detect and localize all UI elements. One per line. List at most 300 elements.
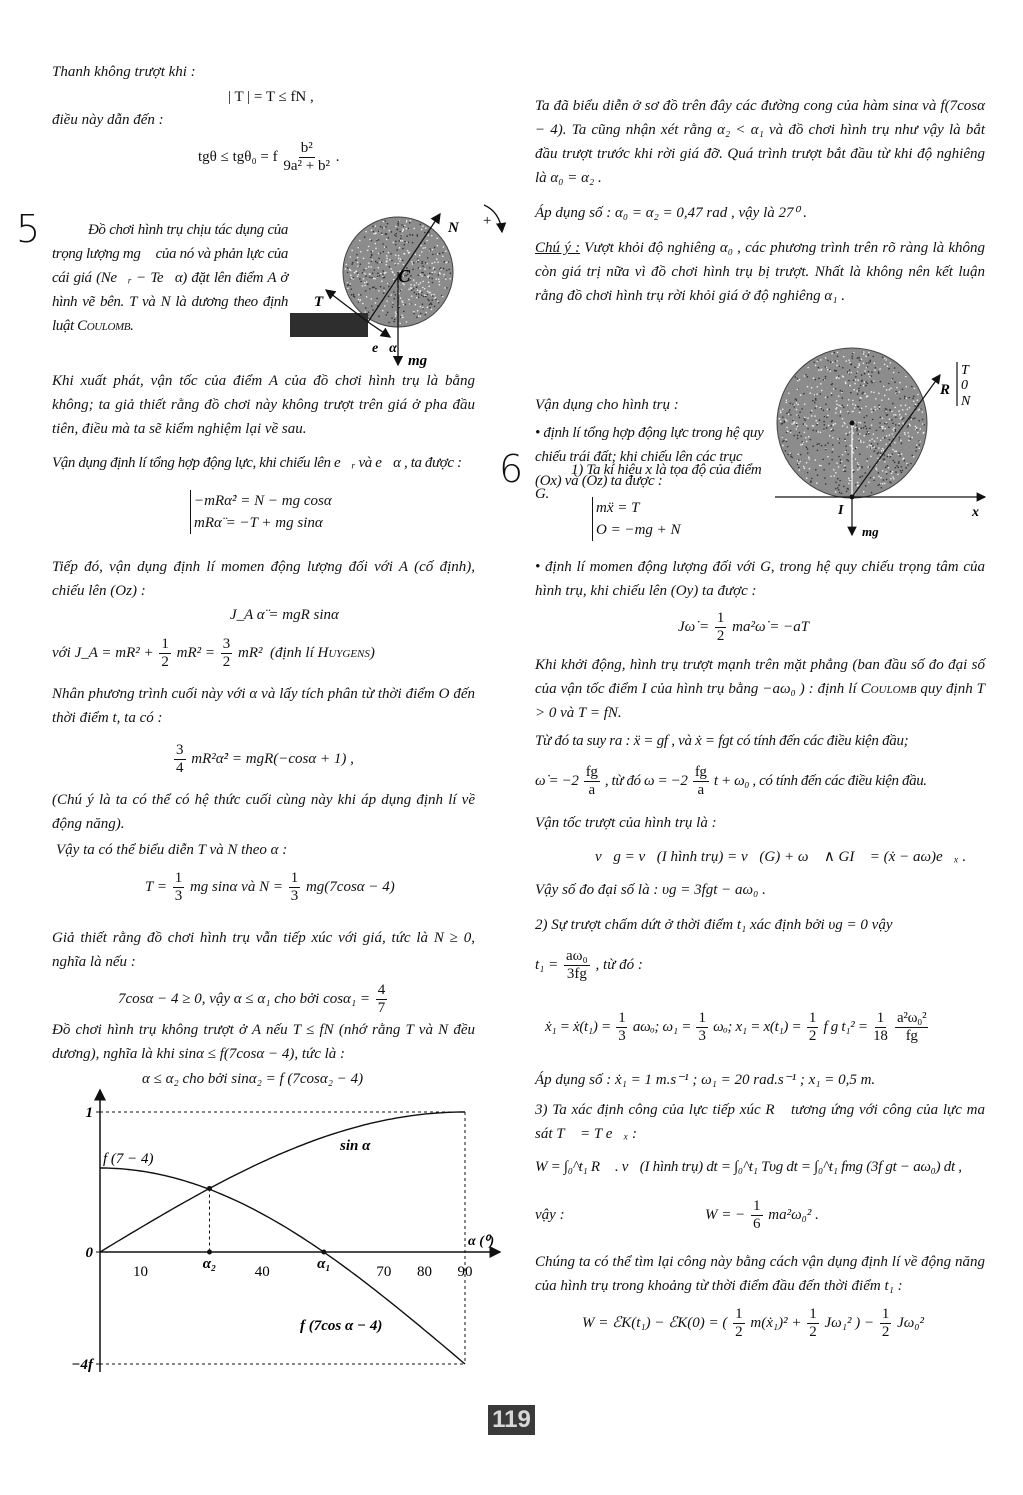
stipple-dot: [431, 303, 433, 305]
stipple-dot: [437, 245, 439, 247]
stipple-dot: [884, 364, 886, 366]
stipple-dot: [807, 376, 809, 378]
stipple-dot: [881, 450, 883, 452]
stipple-dot: [431, 299, 433, 301]
stipple-dot: [882, 448, 884, 450]
stipple-dot: [800, 435, 802, 437]
stipple-dot: [871, 411, 873, 413]
stipple-dot: [432, 282, 434, 284]
stipple-dot: [853, 389, 855, 391]
series-line-friction: [100, 1168, 465, 1364]
stipple-dot: [836, 360, 838, 362]
x-tick-label: 70: [376, 1264, 392, 1280]
stipple-dot: [395, 311, 397, 313]
text: Khi khởi động, hình trụ trượt mạnh trên mặt phẳng (ban đầu số đo đại số của vận tốc điểm I của hình trụ bằng −aω₀ ) : định lí: [535, 657, 985, 697]
stipple-dot: [892, 460, 894, 462]
denominator: 6: [753, 1216, 761, 1232]
stipple-dot: [856, 425, 858, 427]
stipple-dot: [427, 257, 429, 259]
paragraph: (Chú ý là ta có thể có hệ thức cuối cùng này khi áp dụng định lí về động năng).: [52, 792, 475, 832]
stipple-dot: [888, 434, 890, 436]
stipple-dot: [894, 450, 896, 452]
equation: | T | = T ≤ fN ,: [228, 89, 314, 105]
stipple-dot: [820, 383, 822, 385]
stipple-dot: [917, 432, 919, 434]
stipple-dot: [445, 278, 447, 280]
y-tick-label: −4f: [71, 1357, 93, 1373]
stipple-dot: [836, 376, 838, 378]
stipple-dot: [409, 234, 411, 236]
stipple-dot: [872, 445, 874, 447]
stipple-dot: [888, 383, 890, 385]
stipple-dot: [845, 383, 847, 385]
stipple-dot: [420, 245, 422, 247]
stipple-dot: [824, 378, 826, 380]
stipple-dot: [392, 303, 394, 305]
stipple-dot: [371, 240, 373, 242]
stipple-dot: [356, 254, 358, 256]
stipple-dot: [867, 395, 869, 397]
stipple-dot: [398, 258, 400, 260]
stipple-dot: [384, 305, 386, 307]
stipple-dot: [365, 231, 367, 233]
stipple-dot: [890, 478, 892, 480]
stipple-dot: [878, 404, 880, 406]
equation: J_A α̈ = mgR sinα: [230, 607, 339, 623]
stipple-dot: [424, 232, 426, 234]
stipple-dot: [844, 465, 846, 467]
stipple-dot: [808, 458, 810, 460]
stipple-dot: [902, 409, 904, 411]
stipple-dot: [846, 490, 848, 492]
eq-text: với J_A = mR² +: [52, 644, 154, 661]
stipple-dot: [871, 375, 873, 377]
stipple-dot: [882, 356, 884, 358]
stipple-dot: [432, 272, 434, 274]
stipple-dot: [347, 281, 349, 283]
numerator: fg: [585, 764, 598, 780]
stipple-dot: [838, 375, 840, 377]
stipple-dot: [872, 356, 874, 358]
stipple-dot: [811, 410, 813, 412]
stipple-dot: [891, 473, 893, 475]
stipple-dot: [849, 362, 851, 364]
stipple-dot: [893, 414, 895, 416]
stipple-dot: [810, 480, 812, 482]
stipple-dot: [350, 274, 352, 276]
stipple-dot: [895, 467, 897, 469]
stipple-dot: [880, 417, 882, 419]
stipple-dot: [866, 415, 868, 417]
stipple-dot: [351, 263, 353, 265]
stipple-dot: [882, 430, 884, 432]
stipple-dot: [842, 418, 844, 420]
stipple-dot: [806, 425, 808, 427]
stipple-dot: [792, 404, 794, 406]
stipple-dot: [416, 297, 418, 299]
stipple-dot: [874, 440, 876, 442]
eq-text: t + ω₀ , có tính đến các điều kiện đầu.: [713, 772, 927, 789]
stipple-dot: [419, 268, 421, 270]
stipple-dot: [914, 417, 916, 419]
stipple-dot: [398, 240, 400, 242]
stipple-dot: [869, 376, 871, 378]
paragraph: Thanh không trượt khi :: [52, 64, 196, 80]
stipple-dot: [857, 469, 859, 471]
stipple-dot: [907, 432, 909, 434]
stipple-dot: [898, 424, 900, 426]
equation-line: mRα̈ = −T + mg sinα: [194, 515, 323, 531]
label: vậy :: [535, 1207, 565, 1223]
stipple-dot: [830, 429, 832, 431]
stipple-dot: [806, 477, 808, 479]
stipple-dot: [830, 475, 832, 477]
stipple-dot: [429, 304, 431, 306]
stipple-dot: [899, 437, 901, 439]
stipple-dot: [364, 285, 366, 287]
stipple-dot: [886, 479, 888, 481]
stipple-dot: [425, 314, 427, 316]
stipple-dot: [857, 433, 859, 435]
stipple-dot: [888, 467, 890, 469]
stipple-dot: [835, 423, 837, 425]
stipple-dot: [866, 460, 868, 462]
stipple-dot: [397, 224, 399, 226]
stipple-dot: [780, 412, 782, 414]
stipple-dot: [422, 247, 424, 249]
stipple-dot: [812, 445, 814, 447]
label-C: C: [398, 266, 411, 286]
stipple-dot: [872, 419, 874, 421]
stipple-dot: [795, 376, 797, 378]
stipple-dot: [864, 373, 866, 375]
stipple-dot: [786, 427, 788, 429]
x-tick-point: [321, 1250, 326, 1255]
stipple-dot: [870, 455, 872, 457]
stipple-dot: [861, 380, 863, 382]
stipple-dot: [868, 362, 870, 364]
numerator: fg: [694, 764, 707, 780]
stipple-dot: [827, 396, 829, 398]
stipple-dot: [894, 429, 896, 431]
stipple-dot: [817, 449, 819, 451]
stipple-dot: [375, 225, 377, 227]
stipple-dot: [811, 415, 813, 417]
stipple-dot: [803, 393, 805, 395]
stipple-dot: [824, 477, 826, 479]
stipple-dot: [431, 263, 433, 265]
stipple-dot: [394, 298, 396, 300]
stipple-dot: [819, 393, 821, 395]
stipple-dot: [842, 454, 844, 456]
stipple-dot: [835, 388, 837, 390]
stipple-dot: [814, 407, 816, 409]
stipple-dot: [854, 427, 856, 429]
stipple-dot: [859, 453, 861, 455]
stipple-dot: [860, 440, 862, 442]
stipple-dot: [790, 432, 792, 434]
stipple-dot: [412, 269, 414, 271]
stipple-dot: [813, 377, 815, 379]
stipple-dot: [422, 272, 424, 274]
stipple-dot: [864, 381, 866, 383]
stipple-dot: [913, 456, 915, 458]
stipple-dot: [885, 471, 887, 473]
stipple-dot: [791, 457, 793, 459]
stipple-dot: [364, 311, 366, 313]
stipple-dot: [866, 362, 868, 364]
eq-text: mg sinα và N =: [189, 878, 283, 895]
stipple-dot: [827, 360, 829, 362]
eq-text: W = ℰK(t₁) − ℰK(0) = (: [582, 1314, 728, 1331]
stipple-dot: [386, 239, 388, 241]
stipple-dot: [864, 393, 866, 395]
stipple-dot: [894, 367, 896, 369]
stipple-dot: [886, 473, 888, 475]
stipple-dot: [391, 231, 393, 233]
stipple-dot: [812, 430, 814, 432]
stipple-dot: [372, 287, 374, 289]
stipple-dot: [799, 469, 801, 471]
stipple-dot: [408, 288, 410, 290]
stipple-dot: [415, 254, 417, 256]
stipple-dot: [357, 272, 359, 274]
label-mg: mg⃗: [408, 353, 439, 369]
x-tick-label: 40: [254, 1264, 270, 1280]
equation-line: mẍ = T: [596, 500, 640, 516]
stipple-dot: [424, 288, 426, 290]
stipple-dot: [439, 284, 441, 286]
stipple-dot: [450, 272, 452, 274]
stipple-dot: [839, 492, 841, 494]
stipple-dot: [833, 469, 835, 471]
stipple-dot: [908, 397, 910, 399]
stipple-dot: [841, 391, 843, 393]
stipple-dot: [807, 386, 809, 388]
stipple-dot: [375, 243, 377, 245]
stipple-dot: [877, 437, 879, 439]
stipple-dot: [345, 264, 347, 266]
stipple-dot: [899, 382, 901, 384]
stipple-dot: [796, 414, 798, 416]
stipple-dot: [851, 355, 853, 357]
stipple-dot: [898, 391, 900, 393]
stipple-dot: [418, 274, 420, 276]
stipple-dot: [823, 421, 825, 423]
stipple-dot: [837, 487, 839, 489]
stipple-dot: [393, 279, 395, 281]
stipple-dot: [900, 440, 902, 442]
stipple-dot: [840, 412, 842, 414]
stipple-dot: [886, 409, 888, 411]
stipple-dot: [790, 403, 792, 405]
series-label: sin α: [340, 1138, 371, 1154]
stipple-dot: [878, 371, 880, 373]
stipple-dot: [876, 430, 878, 432]
stipple-dot: [896, 465, 898, 467]
stipple-dot: [408, 228, 410, 230]
stipple-dot: [443, 274, 445, 276]
stipple-dot: [797, 388, 799, 390]
stipple-dot: [850, 392, 852, 394]
stipple-dot: [420, 274, 422, 276]
stipple-dot: [422, 307, 424, 309]
label-plus: +: [482, 213, 493, 229]
stipple-dot: [353, 294, 355, 296]
stipple-dot: [859, 412, 861, 414]
stipple-dot: [408, 241, 410, 243]
stipple-dot: [840, 459, 842, 461]
stipple-dot: [368, 246, 370, 248]
paragraph: Từ đó ta suy ra : ẍ = gf , và ẋ = fgt có tính đến các điều kiện đầu;: [535, 733, 909, 749]
stipple-dot: [854, 367, 856, 369]
stipple-dot: [446, 287, 448, 289]
stipple-dot: [799, 411, 801, 413]
stipple-dot: [871, 438, 873, 440]
stipple-dot: [379, 252, 381, 254]
stipple-dot: [868, 352, 870, 354]
stipple-dot: [864, 422, 866, 424]
stipple-dot: [428, 292, 430, 294]
stipple-dot: [413, 313, 415, 315]
stipple-dot: [811, 387, 813, 389]
y-tick-label: 0: [85, 1245, 93, 1261]
stipple-dot: [863, 351, 865, 353]
stipple-dot: [418, 296, 420, 298]
stipple-dot: [815, 420, 817, 422]
stipple-dot: [793, 423, 795, 425]
stipple-dot: [434, 262, 436, 264]
stipple-dot: [807, 452, 809, 454]
stipple-dot: [433, 267, 435, 269]
stipple-dot: [894, 407, 896, 409]
stipple-dot: [835, 412, 837, 414]
stipple-dot: [913, 396, 915, 398]
stipple-dot: [852, 353, 854, 355]
stipple-dot: [406, 221, 408, 223]
stipple-dot: [858, 464, 860, 466]
stipple-dot: [365, 268, 367, 270]
stipple-dot: [364, 273, 366, 275]
stipple-dot: [401, 235, 403, 237]
stipple-dot: [873, 446, 875, 448]
stipple-dot: [904, 460, 906, 462]
stipple-dot: [828, 409, 830, 411]
stipple-dot: [817, 431, 819, 433]
stipple-dot: [417, 261, 419, 263]
figure-problem-6: [775, 348, 985, 539]
stipple-dot: [878, 452, 880, 454]
page-number: 119: [488, 1405, 535, 1435]
stipple-dot: [913, 400, 915, 402]
stipple-dot: [821, 390, 823, 392]
stipple-dot: [836, 365, 838, 367]
stipple-dot: [796, 399, 798, 401]
stipple-dot: [869, 440, 871, 442]
eq-text: tgθ ≤ tgθ₀ = f: [198, 148, 278, 165]
stipple-dot: [373, 231, 375, 233]
paragraph: điều này dẫn đến :: [52, 112, 164, 128]
stipple-dot: [923, 424, 925, 426]
stipple-dot: [411, 288, 413, 290]
stipple-dot: [349, 269, 351, 271]
stipple-dot: [858, 363, 860, 365]
stipple-dot: [410, 284, 412, 286]
problem-text: Đồ chơi hình trụ chịu tác dụng của trọng lượng mg⃗ của nó và phản lực của cái giá (Ne⃗ᵣ − Te⃗α) đặt lên điểm A ở hình vẽ bên. T và N là dương theo định luật: [52, 222, 288, 334]
denominator: 2: [161, 654, 169, 670]
stipple-dot: [811, 478, 813, 480]
stipple-dot: [892, 476, 894, 478]
stipple-dot: [863, 385, 865, 387]
stipple-dot: [873, 392, 875, 394]
stipple-dot: [815, 406, 817, 408]
stipple-dot: [376, 240, 378, 242]
stipple-dot: [411, 289, 413, 291]
stipple-dot: [875, 467, 877, 469]
stipple-dot: [903, 417, 905, 419]
coulomb-name: Coulomb.: [77, 318, 134, 334]
stipple-dot: [830, 361, 832, 363]
stipple-dot: [402, 231, 404, 233]
stipple-dot: [405, 228, 407, 230]
stipple-dot: [882, 426, 884, 428]
stipple-dot: [843, 486, 845, 488]
stipple-dot: [867, 431, 869, 433]
x-tick-label: α₂: [202, 1256, 217, 1272]
stipple-dot: [837, 356, 839, 358]
stipple-dot: [837, 478, 839, 480]
stipple-dot: [427, 307, 429, 309]
stipple-dot: [404, 304, 406, 306]
stipple-dot: [371, 229, 373, 231]
stipple-dot: [852, 403, 854, 405]
stipple-dot: [877, 443, 879, 445]
stipple-dot: [815, 365, 817, 367]
stipple-dot: [822, 379, 824, 381]
stipple-dot: [386, 258, 388, 260]
x-tick-label: 80: [416, 1264, 432, 1280]
stipple-dot: [857, 406, 859, 408]
stipple-dot: [413, 279, 415, 281]
stipple-dot: [898, 372, 900, 374]
stipple-dot: [786, 399, 788, 401]
stipple-dot: [858, 428, 860, 430]
paragraph: Vận dụng cho hình trụ :: [535, 397, 679, 413]
stipple-dot: [378, 258, 380, 260]
stipple-dot: [425, 228, 427, 230]
stipple-dot: [859, 359, 861, 361]
annotation-f-7-4: f (7 − 4): [103, 1151, 154, 1167]
stipple-dot: [824, 416, 826, 418]
stipple-dot: [835, 481, 837, 483]
stipple-dot: [359, 263, 361, 265]
stipple-dot: [853, 452, 855, 454]
stipple-dot: [848, 380, 850, 382]
stipple-dot: [387, 283, 389, 285]
stipple-dot: [894, 442, 896, 444]
stipple-dot: [902, 458, 904, 460]
stipple-dot: [443, 268, 445, 270]
stipple-dot: [906, 386, 908, 388]
stipple-dot: [885, 467, 887, 469]
eq-text: ωₒ; x₁ = x(t₁) =: [713, 1018, 802, 1035]
stipple-dot: [792, 420, 794, 422]
stipple-dot: [871, 443, 873, 445]
stipple-dot: [804, 403, 806, 405]
stipple-dot: [898, 467, 900, 469]
numerator: 1: [809, 1306, 817, 1322]
eq-text: m(ẋ₁)² +: [750, 1314, 802, 1331]
